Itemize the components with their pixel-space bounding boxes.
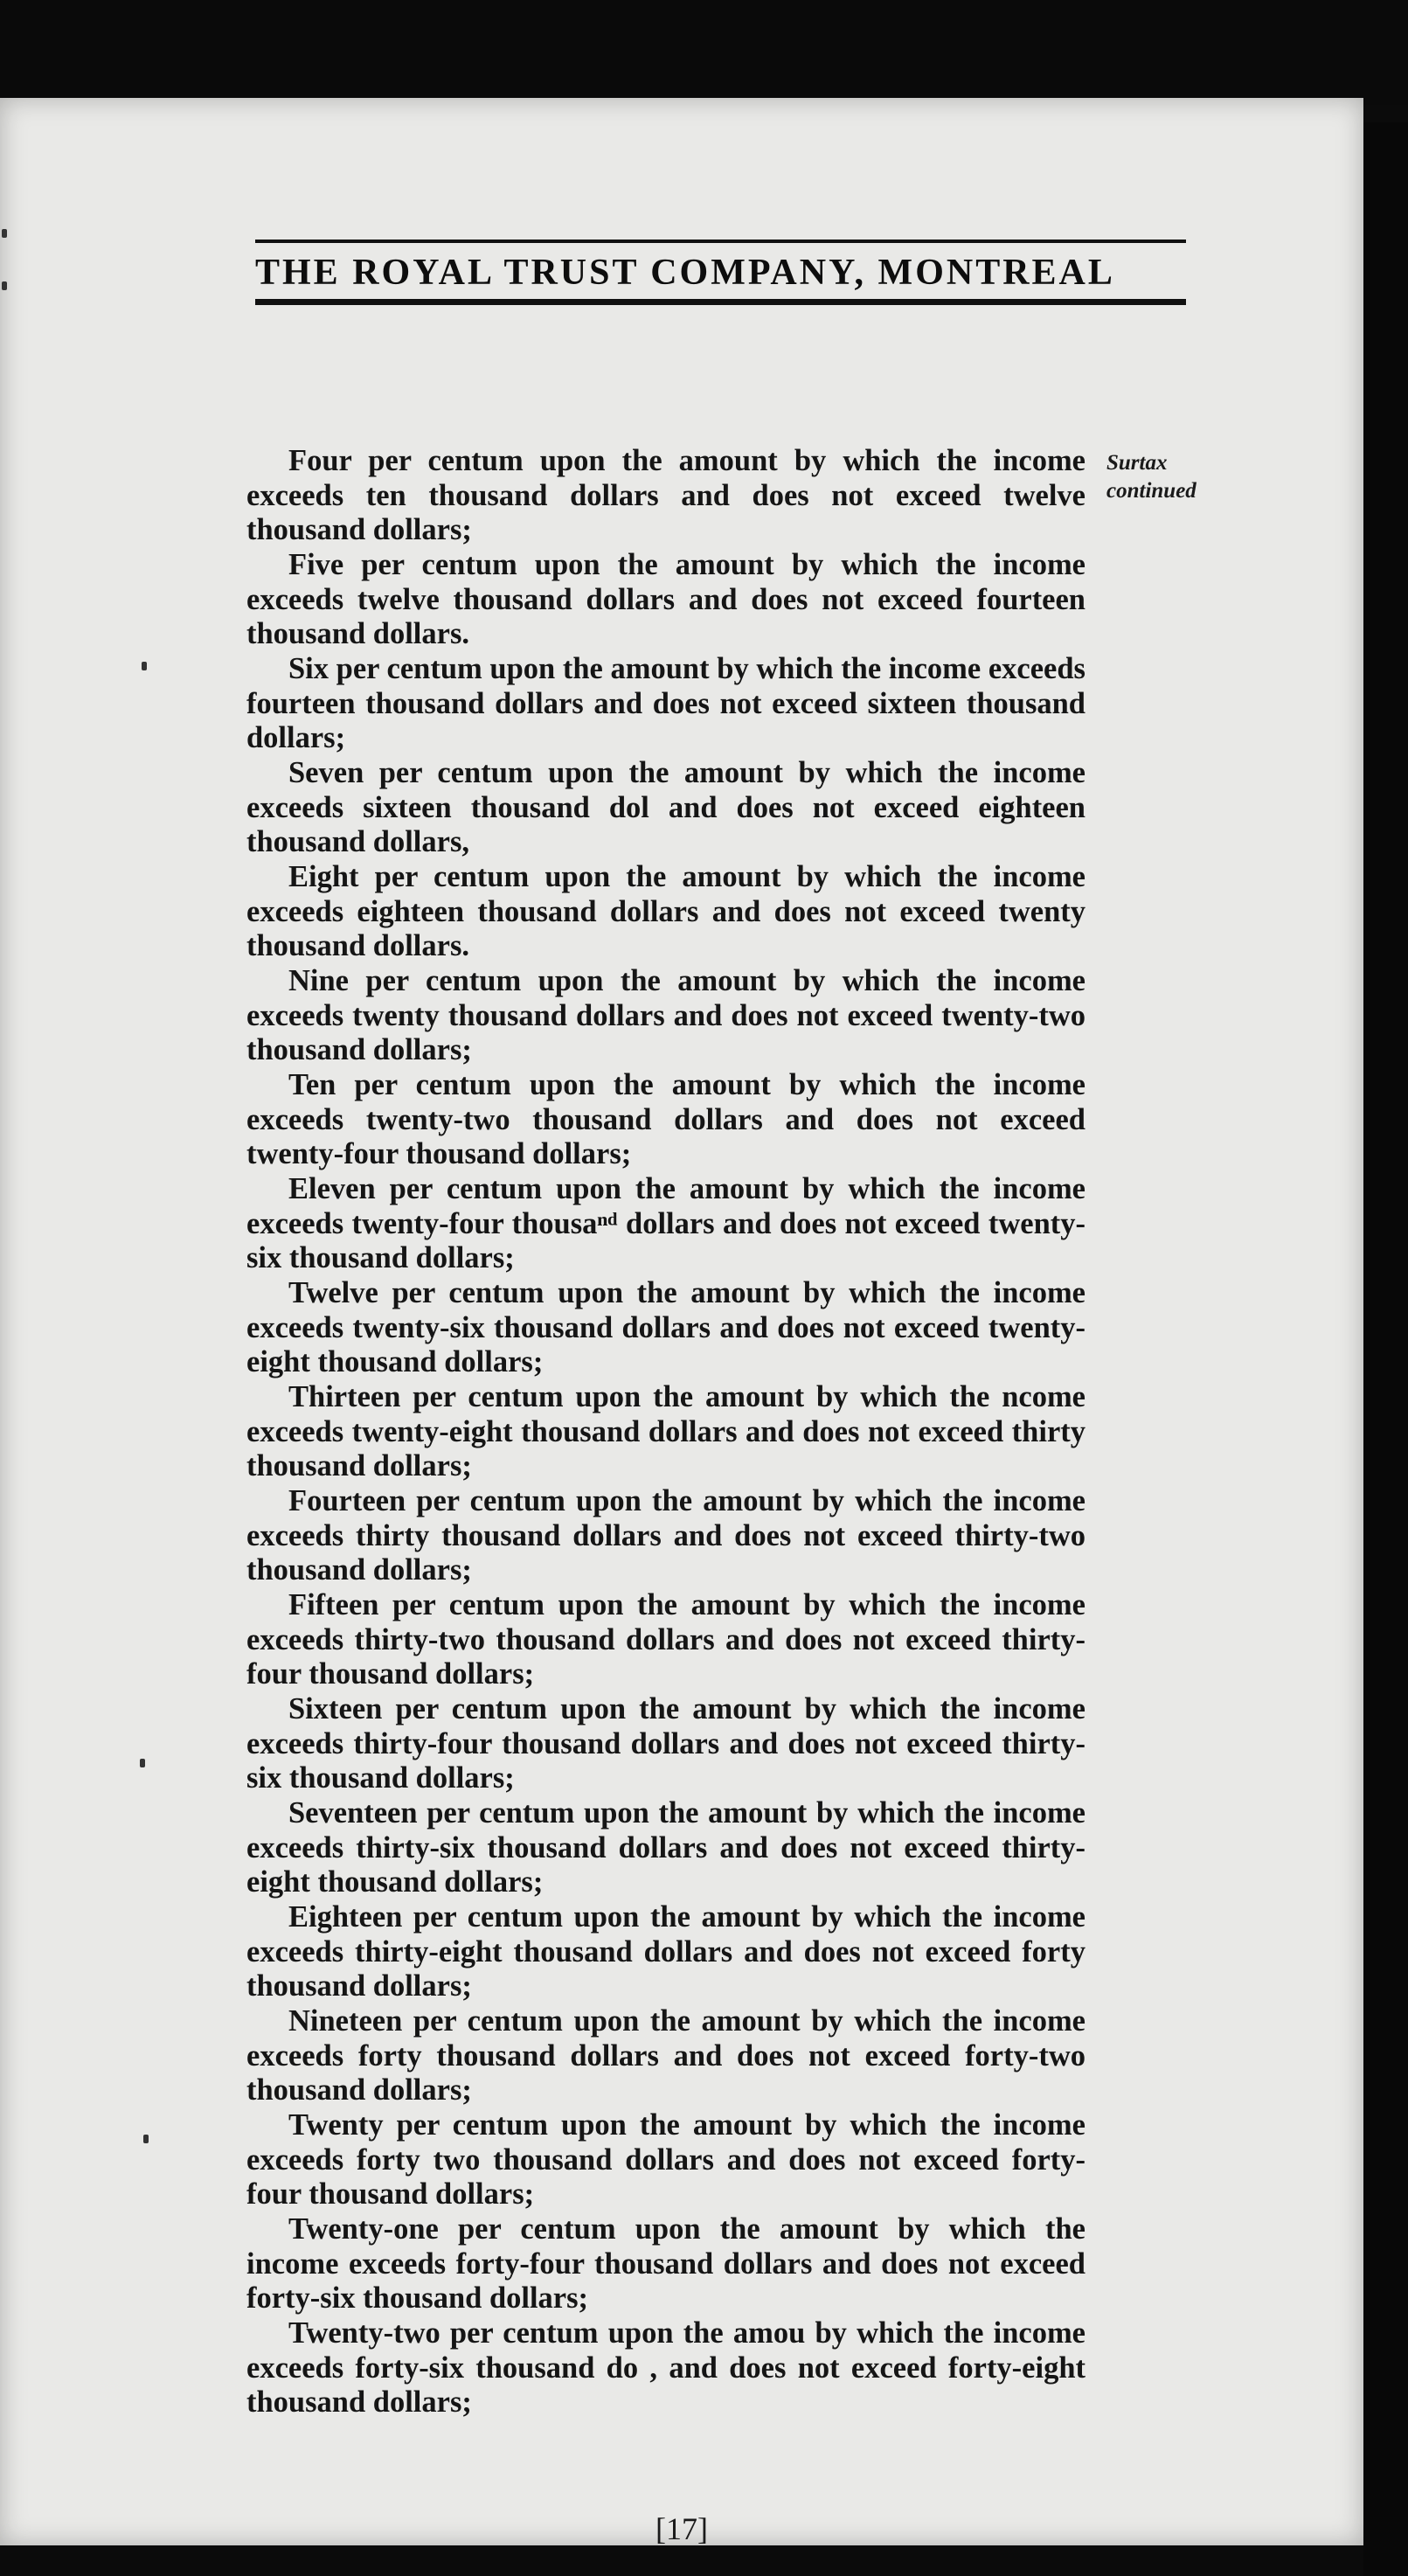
paragraph-rate-14: Fourteen per centum upon the amount by which the income exceeds thirty thousand dollars and does not exceed thirty-two thousand dollars;	[246, 1484, 1085, 1587]
paragraph-rate-18: Eighteen per centum upon the amount by which the income exceeds thirty-eight thousand dollars and does not exceed forty thousand dollars;	[246, 1900, 1085, 2003]
scan-speck	[2, 229, 7, 238]
paragraph-rate-8: Eight per centum upon the amount by which the income exceeds eighteen thousand dollars and does not exceed twenty thousand dollars.	[246, 860, 1085, 962]
paragraph-rate-22: Twenty-two per centum upon the amou by which the income exceeds forty-six thousand do , and does not exceed forty-eight thousand dollars;	[246, 2316, 1085, 2419]
paragraph-rate-10: Ten per centum upon the amount by which the income exceeds twenty-two thousand dollars and does not exceed twenty-four thousand dollars;	[246, 1068, 1085, 1170]
margin-note	[1106, 449, 1238, 505]
page-header	[255, 240, 1186, 305]
paragraph-rate-12: Twelve per centum upon the amount by which the income exceeds twenty-six thousand dollars and does not exceed twenty-eight thousand dollars;	[246, 1276, 1085, 1378]
paragraph-rate-9: Nine per centum upon the amount by which the income exceeds twenty thousand dollars and does not exceed twenty-two thousand dollars;	[246, 964, 1085, 1066]
scan-speck	[143, 2135, 149, 2143]
scan-speck	[142, 662, 147, 670]
paragraph-rate-11: Eleven per centum upon the amount by which the income exceeds twenty-four thousaⁿᵈ dollars and does not exceed twenty-six thousand dollars;	[246, 1172, 1085, 1274]
paragraph-rate-19: Nineteen per centum upon the amount by which the income exceeds forty thousand dollars and does not exceed forty-two thousand dollars;	[246, 2004, 1085, 2107]
scan-speck	[140, 1759, 145, 1767]
page-number: [17]	[655, 2511, 708, 2546]
header-rule-bottom	[255, 299, 1186, 305]
body-text	[246, 444, 1085, 2420]
paragraph-rate-5: Five per centum upon the amount by which the income exceeds twelve thousand dollars and does not exceed fourteen thousand dollars.	[246, 548, 1085, 650]
margin-note-line-2: continued	[1106, 479, 1196, 503]
scan-speck	[2, 281, 7, 290]
document-page	[0, 98, 1363, 2545]
paragraph-rate-17: Seventeen per centum upon the amount by which the income exceeds thirty-six thousand dollars and does not exceed thirty-eight thousand dollars;	[246, 1796, 1085, 1899]
paragraph-rate-7: Seven per centum upon the amount by which the income exceeds sixteen thousand dol and does not exceed eighteen thousand dollars,	[246, 756, 1085, 858]
margin-note-line-1: Surtax	[1106, 451, 1168, 475]
running-head: THE ROYAL TRUST COMPANY, MONTREAL	[255, 253, 1115, 293]
paragraph-rate-13: Thirteen per centum upon the amount by which the ncome exceeds twenty-eight thousand dollars and does not exceed thirty thousand dollars;	[246, 1380, 1085, 1482]
paragraph-rate-4: Four per centum upon the amount by which the income exceeds ten thousand dollars and does not exceed twelve thousand dollars;	[246, 444, 1085, 546]
paragraph-rate-6: Six per centum upon the amount by which the income exceeds fourteen thousand dollars and does not exceed sixteen thousand dollars;	[246, 652, 1085, 754]
paragraph-rate-20: Twenty per centum upon the amount by which the income exceeds forty two thousand dollars and does not exceed forty-four thousand dollars;	[246, 2108, 1085, 2211]
scan-background-top	[0, 0, 1408, 105]
paragraph-rate-21: Twenty-one per centum upon the amount by which the income exceeds forty-four thousand dollars and does not exceed forty-six thousand dollars;	[246, 2212, 1085, 2315]
scan-background-right	[1363, 122, 1408, 2576]
paragraph-rate-15: Fifteen per centum upon the amount by which the income exceeds thirty-two thousand dollars and does not exceed thirty-four thousand dollars;	[246, 1588, 1085, 1691]
paragraph-rate-16: Sixteen per centum upon the amount by which the income exceeds thirty-four thousand dollars and does not exceed thirty-six thousand dollars;	[246, 1692, 1085, 1795]
